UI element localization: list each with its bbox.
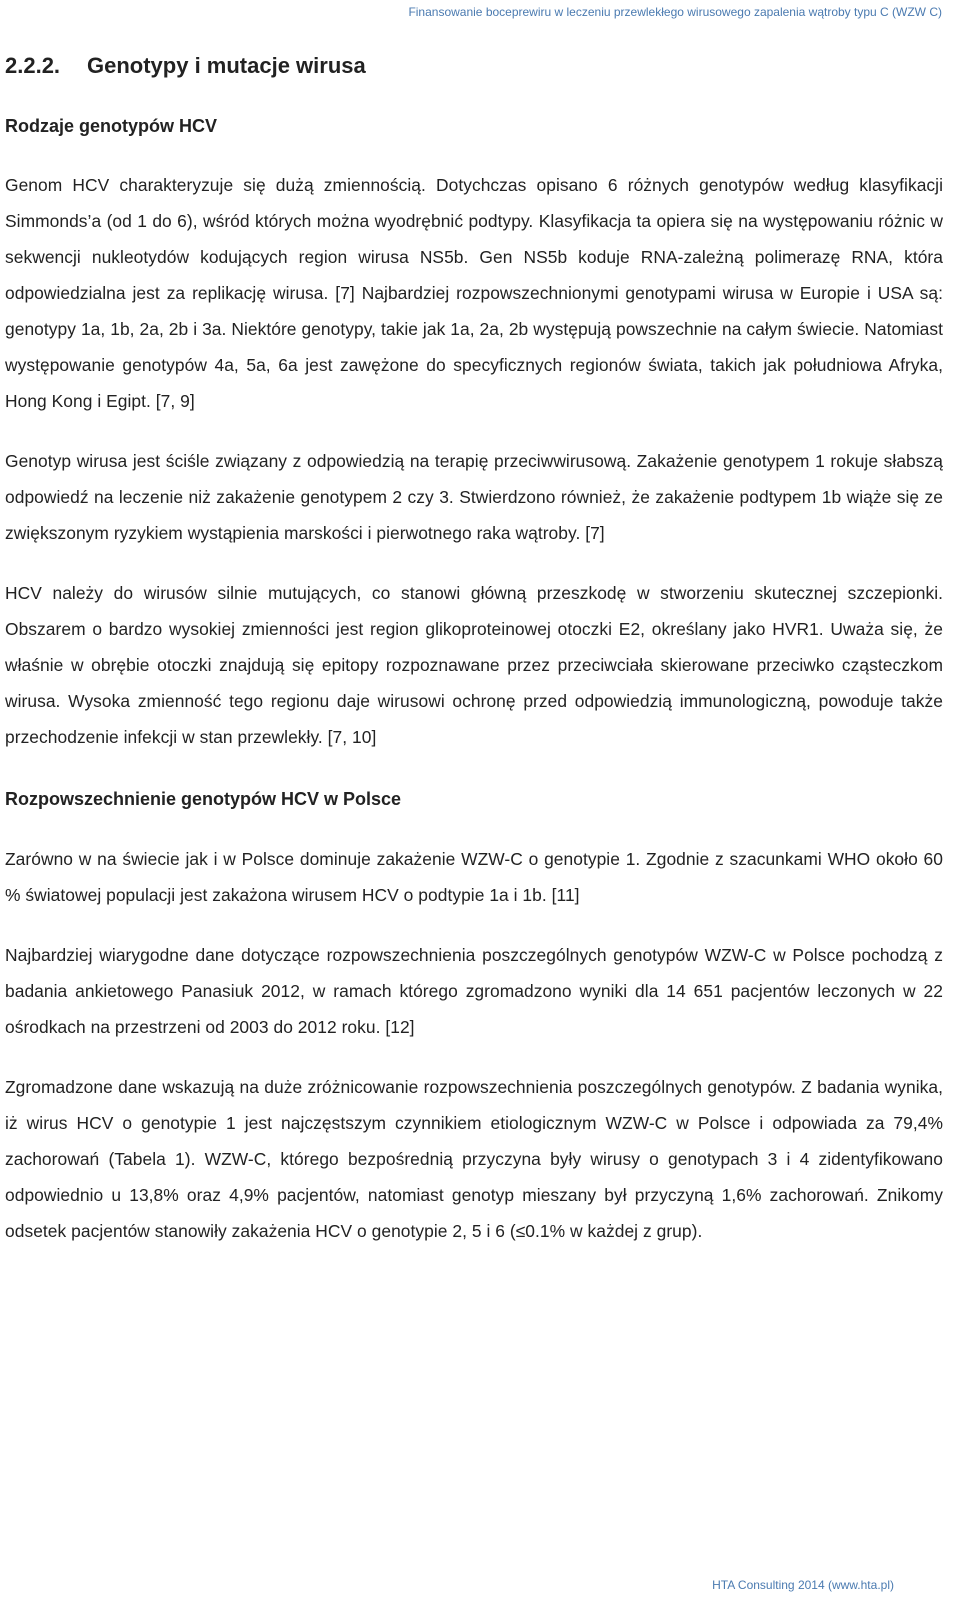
paragraph: Zgromadzone dane wskazują na duże zróżnicowanie rozpowszechnienia poszczególnych genotypów. Z badania wynika, iż wirus HCV o genotypie 1 jest najczęstszym czynnikiem etiologicznym WZW-C w Polsce i odpowiada za 79,4% zachorowań (Tabela 1). WZW-C, którego bezpośrednią przyczyna były wirusy o genotypach 3 i 4 zidentyfikowano odpowiednio u 13,8% oraz 4,9% pacjentów, natomiast genotyp mieszany był przyczyną 1,6% zachorowań. Znikomy odsetek pacjentów stanowiły zakażenia HCV o genotypie 2, 5 i 6 (≤0.1% w każdej z grup). [5,1077,943,1241]
subheading-genotype-prevalence-poland: Rozpowszechnienie genotypów HCV w Polsce [5,789,402,809]
paragraph: HCV należy do wirusów silnie mutujących, co stanowi główną przeszkodę w stworzeniu skutecznej szczepionki. Obszarem o bardzo wysokiej zmienności jest region glikoproteinowej otoczki E2, określany jako HVR1. Uważa się, że właśnie w obrębie otoczki znajdują się epitopy rozpoznawane przez przeciwciała skierowane przeciwko cząsteczkom wirusa. Wysoka zmienność tego regionu daje wirusowi ochronę przed odpowiedzią immunologiczną, powoduje także przechodzenie infekcji w stan przewlekły. [7, 10] [5,583,943,747]
page-footer: HTA Consulting 2014 (www.hta.pl) [712,1578,894,1592]
section-number: 2.2.2. [5,53,61,78]
section-title: Genotypy i mutacje wirusa [87,53,366,78]
paragraph: Genotyp wirusa jest ściśle związany z odpowiedzią na terapię przeciwwirusową. Zakażenie genotypem 1 rokuje słabszą odpowiedź na leczenie niż zakażenie genotypem 2 czy 3. Stwierdzono również, że zakażenie podtypem 1b wiąże się ze zwiększonym ryzykiem wystąpienia marskości i pierwotnego raka wątroby. [7] [5,451,943,543]
paragraph: Najbardziej wiarygodne dane dotyczące rozpowszechnienia poszczególnych genotypów WZW-C w Polsce pochodzą z badania ankietowego Panasiuk 2012, w ramach którego zgromadzono wyniki dla 14 651 pacjentów leczonych w 22 ośrodkach na przestrzeni od 2003 do 2012 roku. [12] [5,945,943,1037]
subheading-genotype-types: Rodzaje genotypów HCV [5,116,218,136]
section-heading [5,50,943,82]
document-body [5,50,943,1249]
paragraph: Zarówno w na świecie jak i w Polsce dominuje zakażenie WZW-C o genotypie 1. Zgodnie z szacunkami WHO około 60 % światowej populacji jest zakażona wirusem HCV o podtypie 1a i 1b. [11] [5,849,943,905]
running-header: Finansowanie boceprewiru w leczeniu przewlekłego wirusowego zapalenia wątroby typu C (WZW C) [408,5,942,19]
paragraph: Genom HCV charakteryzuje się dużą zmiennością. Dotychczas opisano 6 różnych genotypów według klasyfikacji Simmonds’a (od 1 do 6), wśród których można wyodrębnić podtypy. Klasyfikacja ta opiera się na występowaniu różnic w sekwencji nukleotydów kodujących region wirusa NS5b. Gen NS5b koduje RNA-zależną polimerazę RNA, która odpowiedzialna jest za replikację wirusa. [7] Najbardziej rozpowszechnionymi genotypami wirusa w Europie i USA są: genotypy 1a, 1b, 2a, 2b i 3a. Niektóre genotypy, takie jak 1a, 2a, 2b występują powszechnie na całym świecie. Natomiast występowanie genotypów 4a, 5a, 6a jest zawężone do specyficznych regionów świata, takich jak południowa Afryka, Hong Kong i Egipt. [7, 9] [5,175,943,411]
